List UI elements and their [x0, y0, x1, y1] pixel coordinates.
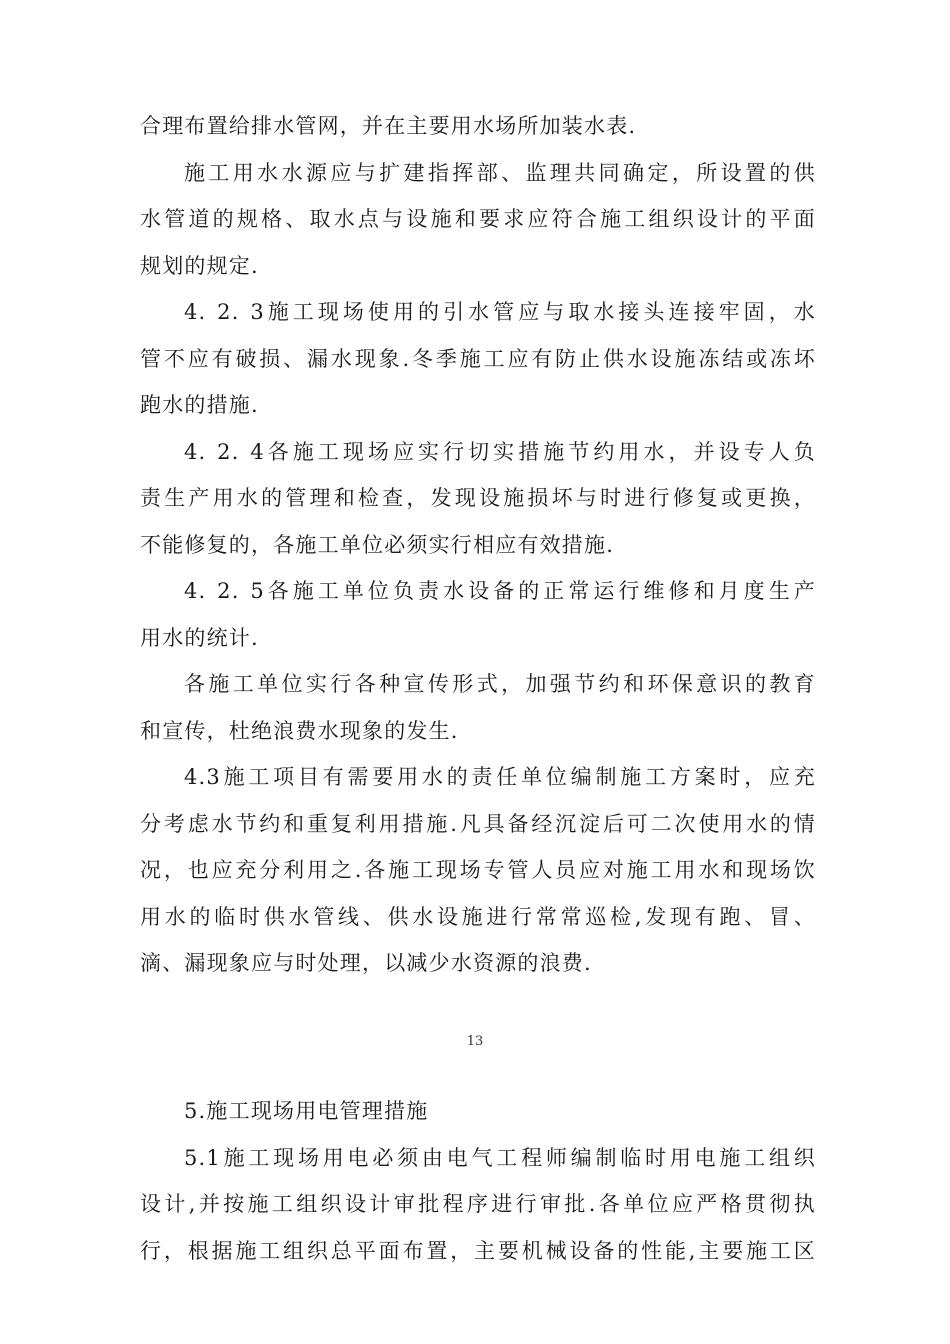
text-line: 用水的临时供水管线、供水设施进行常常巡检,发现有跑、冒、 — [140, 904, 816, 929]
text-line: 滴、漏现象应与时处理，以减少水资源的浪费. — [140, 951, 592, 975]
text-line: 规划的规定. — [140, 253, 259, 278]
text-line: 用水的统计. — [140, 625, 259, 650]
text-line: 分考虑水节约和重复利用措施.凡具备经沉淀后可二次使用水的情 — [140, 811, 816, 836]
text-line: 设计,并按施工组织设计审批程序进行审批.各单位应严格贯彻执 — [140, 1192, 816, 1216]
section-heading: 5.施工现场用电管理措施 — [184, 1099, 429, 1123]
text-line: 4. 2. 4各施工现场应实行切实措施节约用水，并设专人负 — [184, 439, 816, 464]
text-line: 行，根据施工组织总平面布置，主要机械设备的性能,主要施工区 — [140, 1238, 816, 1263]
text-line: 管不应有破损、漏水现象.冬季施工应有防止供水设施冻结或冻坏 — [140, 346, 816, 371]
text-line: 水管道的规格、取水点与设施和要求应符合施工组织设计的平面 — [140, 207, 816, 231]
text-line: 况，也应充分利用之.各施工现场专管人员应对施工用水和现场饮 — [140, 858, 816, 882]
text-line: 4. 2. 3施工现场使用的引水管应与取水接头连接牢固，水 — [184, 300, 816, 324]
text-line: 施工用水水源应与扩建指挥部、监理共同确定，所设置的供 — [184, 160, 816, 185]
upper-text-block — [140, 103, 816, 987]
text-line: 4. 2. 5各施工单位负责水设备的正常运行维修和月度生产 — [184, 579, 816, 603]
lower-text-block — [140, 1088, 816, 1274]
text-line: 5.1施工现场用电必须由电气工程师编制临时用电施工组织 — [184, 1145, 816, 1170]
page-number: 13 — [466, 1034, 484, 1049]
text-line: 4.3施工项目有需要用水的责任单位编制施工方案时，应充 — [184, 765, 816, 789]
text-line: 和宣传，杜绝浪费水现象的发生. — [140, 718, 459, 743]
text-line: 合理布置给排水管网，并在主要用水场所加装水表. — [140, 114, 637, 138]
text-line: 跑水的措施. — [140, 393, 259, 417]
text-line: 不能修复的，各施工单位必须实行相应有效措施. — [140, 532, 615, 557]
text-line: 责生产用水的管理和检查，发现设施损坏与时进行修复或更换， — [140, 486, 816, 510]
text-line: 各施工单位实行各种宣传形式，加强节约和环保意识的教育 — [184, 672, 816, 696]
